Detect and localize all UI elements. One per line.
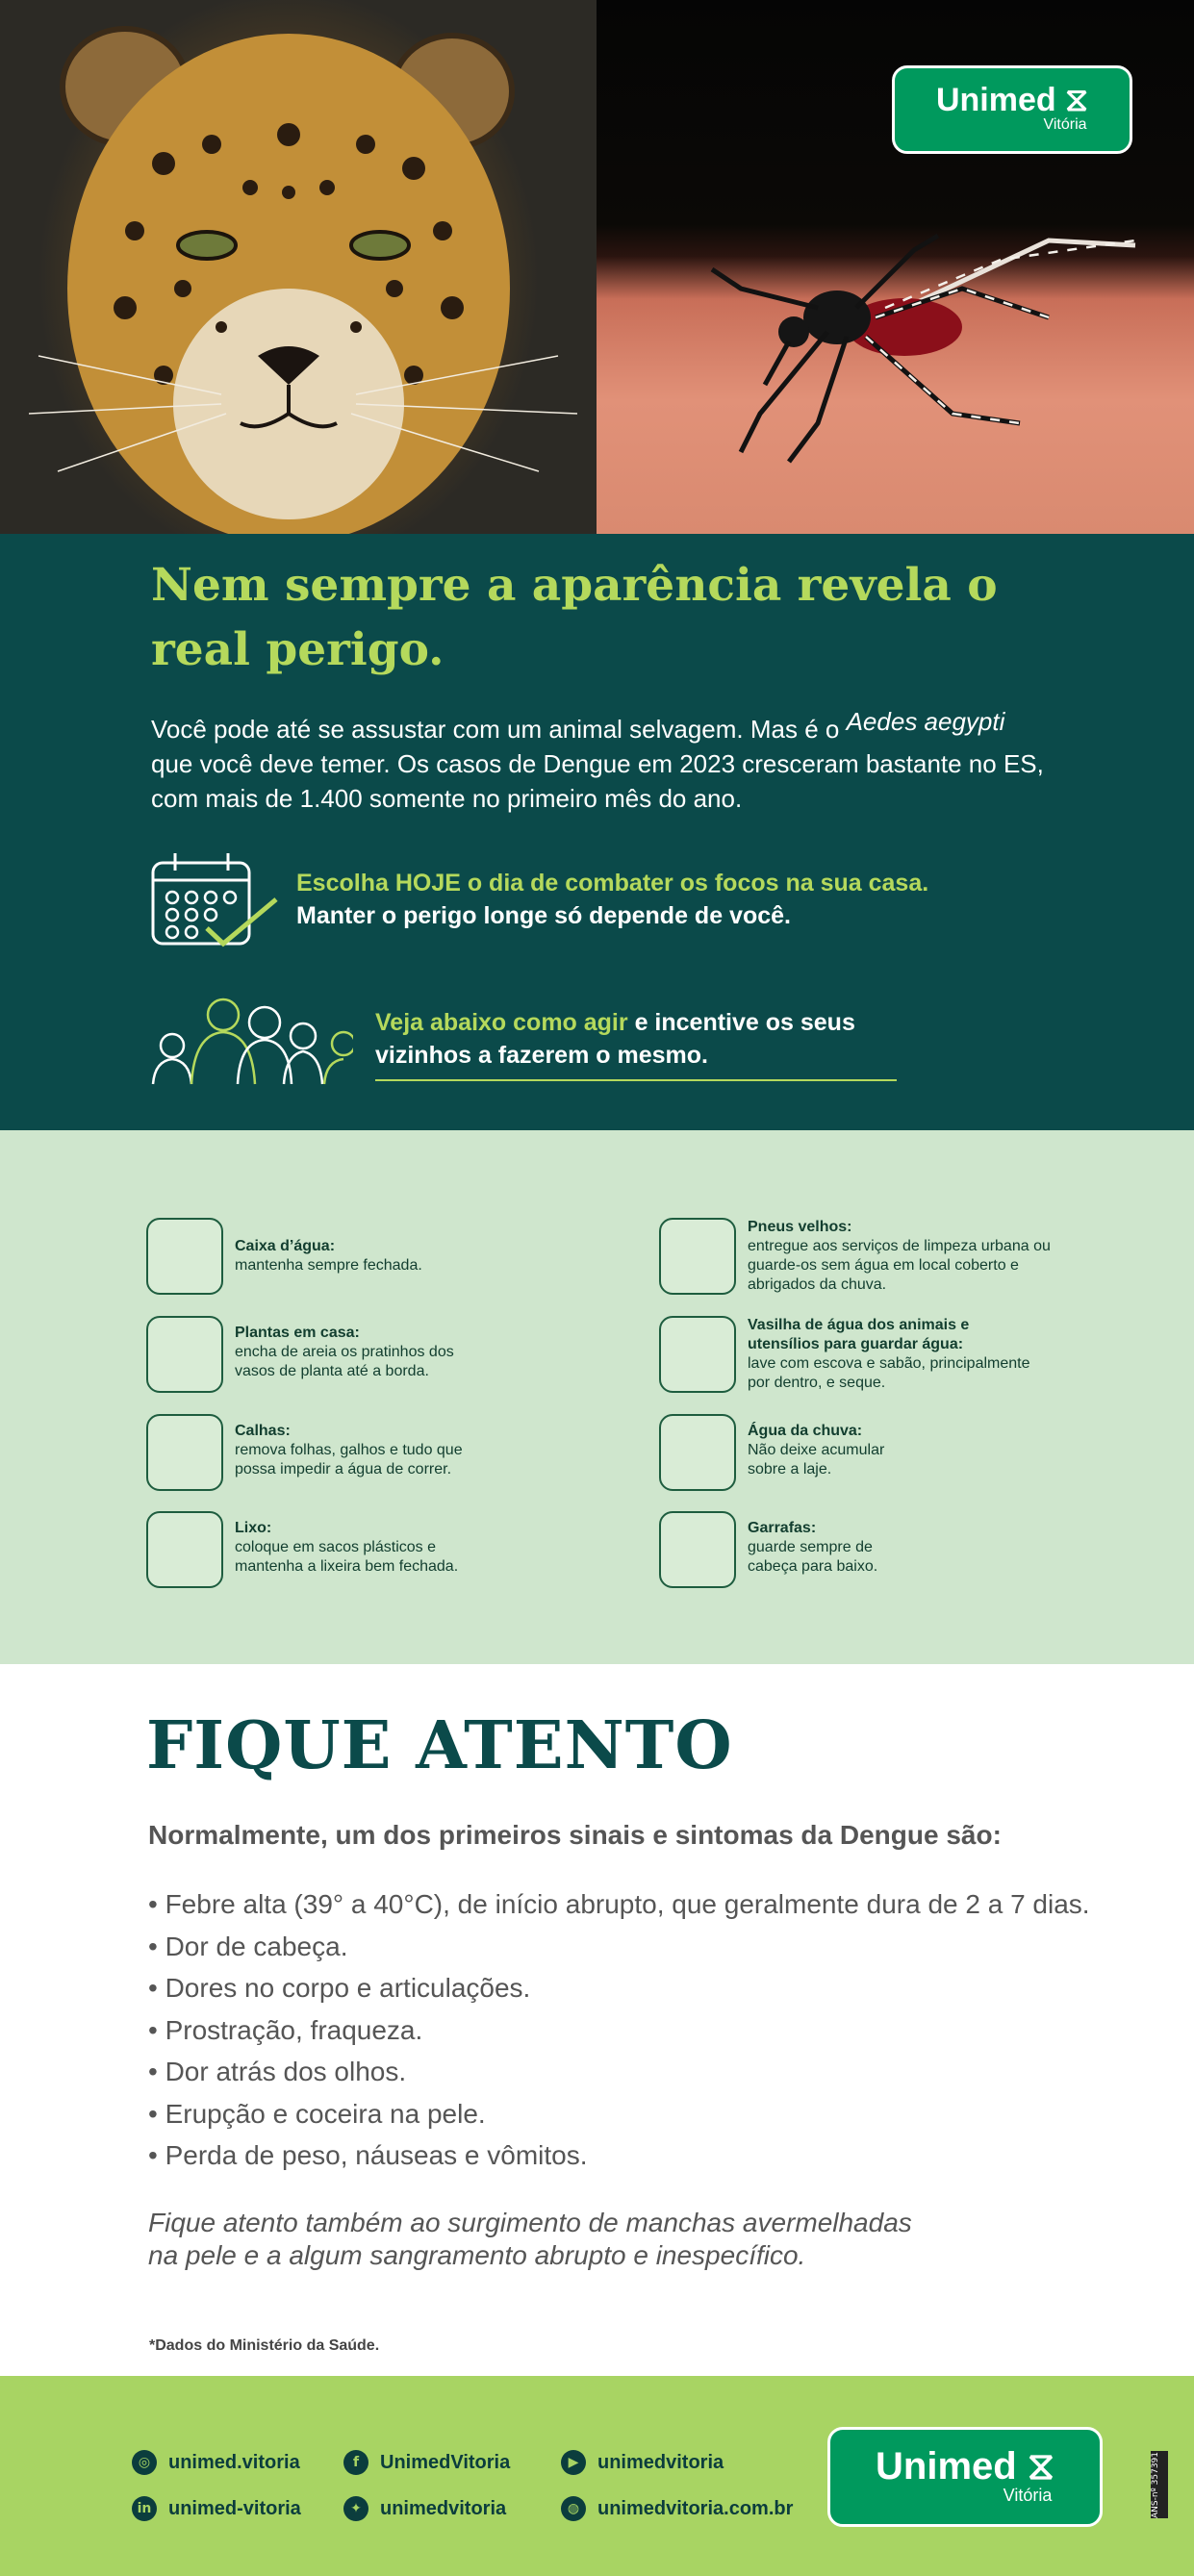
- list-item: • Prostração, fraqueza.: [148, 2014, 423, 2045]
- social-website[interactable]: [561, 2496, 793, 2521]
- tip-text: lave com escova e sabão, principalmente por dentro, e seque.: [748, 1355, 1030, 1391]
- leopard-photo: [0, 0, 597, 534]
- people-group-icon: [151, 996, 353, 1087]
- social-label: unimedvitoria: [380, 2497, 507, 2519]
- attention-warning: [148, 2207, 1014, 2272]
- cta-choose-today: [296, 867, 928, 932]
- social-twitter[interactable]: [343, 2496, 506, 2521]
- warning-line-2: na pele e a algum sangramento abrupto e inespecífico.: [148, 2240, 806, 2270]
- headline: Nem sempre a aparência revela o real perigo.: [151, 559, 998, 676]
- tip-title: Pneus velhos:: [748, 1219, 852, 1235]
- tip-text: encha de areia os pratinhos dos vasos de planta até a borda.: [235, 1344, 454, 1379]
- logo-tree-icon: ⧖: [1065, 82, 1088, 118]
- tip-text: entregue aos serviços de limpeza urbana ou guarde-os sem água em local coberto e abrigados da chuva.: [748, 1238, 1051, 1293]
- list-item: • Erupção e coceira na pele.: [148, 2098, 486, 2129]
- twitter-icon: ✦: [343, 2496, 368, 2521]
- tip-title: Plantas em casa:: [235, 1325, 360, 1341]
- potted-plants-icon: [146, 1316, 223, 1393]
- roof-gutter-icon: [146, 1414, 223, 1491]
- list-item: • Febre alta (39° a 40°C), de início abrupto, que geralmente dura de 2 a 7 dias.: [148, 1889, 1090, 1919]
- intro-before: Você pode até se assustar com um animal selvagem. Mas é o: [151, 715, 847, 744]
- social-label: unimed-vitoria: [168, 2497, 301, 2519]
- social-label: unimedvitoria: [597, 2451, 724, 2473]
- tip-text: Não deixe acumular sobre a laje.: [748, 1442, 885, 1477]
- attention-title: FIQUE ATENTO: [146, 1707, 733, 1784]
- cta-see-below: [375, 1006, 855, 1072]
- instagram-icon: ◎: [132, 2450, 157, 2475]
- water-tank-icon: [146, 1218, 223, 1295]
- list-item: • Dores no corpo e articulações.: [148, 1973, 531, 2003]
- ans-registration-stamp: ANS-nº 357391: [1151, 2451, 1168, 2518]
- linkedin-icon: in: [132, 2496, 157, 2521]
- social-label: unimedvitoria.com.br: [597, 2497, 794, 2519]
- logo-name: Unimed: [876, 2445, 1017, 2488]
- mosquito-photo: [597, 0, 1194, 534]
- youtube-icon: ▶: [561, 2450, 586, 2475]
- cta2-highlight: Veja abaixo como agir: [375, 1009, 628, 1036]
- intro-after: que você deve temer. Os casos de Dengue em 2023 cresceram bastante no ES, com mais de 1.400 somente no primeiro mês do ano.: [151, 749, 1044, 813]
- cta-underline: [375, 1079, 897, 1081]
- list-item: • Dor atrás dos olhos.: [148, 2057, 407, 2086]
- social-label: UnimedVitoria: [380, 2451, 511, 2473]
- list-item: • Dor de cabeça.: [148, 1931, 348, 1961]
- list-item: • Perda de peso, náuseas e vômitos.: [148, 2140, 588, 2170]
- cta2-rest1: e incentive os seus: [627, 1009, 855, 1036]
- logo-tree-icon: ⧖: [1027, 2445, 1054, 2488]
- social-youtube[interactable]: [561, 2450, 724, 2475]
- cta1-line2: Manter o perigo longe só depende de você.: [296, 902, 791, 929]
- logo-name: Unimed: [935, 82, 1056, 118]
- logo-city: Vitória: [1003, 2486, 1053, 2505]
- rain-water-icon: [659, 1414, 736, 1491]
- logo-city: Vitória: [1043, 116, 1087, 133]
- symptoms-list: [148, 1883, 1090, 2177]
- cta1-line1: Escolha HOJE o dia de combater os focos na sua casa.: [296, 870, 929, 897]
- tip-title: Lixo:: [235, 1520, 272, 1536]
- intro-paragraph: [151, 707, 1055, 816]
- unimed-logo-top: [892, 65, 1132, 154]
- species-name: Aedes aegypti: [846, 707, 1005, 736]
- unimed-logo-footer: [827, 2427, 1103, 2527]
- social-facebook[interactable]: [343, 2450, 510, 2475]
- pet-bowl-icon: [659, 1316, 736, 1393]
- tip-text: guarde sempre de cabeça para baixo.: [748, 1539, 878, 1575]
- social-instagram[interactable]: [132, 2450, 300, 2475]
- attention-subtitle: Normalmente, um dos primeiros sinais e sintomas da Dengue são:: [148, 1820, 1002, 1850]
- tip-title: Calhas:: [235, 1423, 291, 1439]
- social-linkedin[interactable]: [132, 2496, 301, 2521]
- tip-text: mantenha sempre fechada.: [235, 1257, 422, 1274]
- warning-line-1: Fique atento também ao surgimento de manchas avermelhadas: [148, 2208, 912, 2237]
- cta2-rest2: vizinhos a fazerem o mesmo.: [375, 1042, 708, 1069]
- tip-title: Garrafas:: [748, 1520, 817, 1536]
- tip-text: remova folhas, galhos e tudo que possa impedir a água de correr.: [235, 1442, 463, 1477]
- tip-text: coloque em sacos plásticos e mantenha a lixeira bem fechada.: [235, 1539, 459, 1575]
- bottles-icon: [659, 1511, 736, 1588]
- trash-bin-icon: [146, 1511, 223, 1588]
- data-source-note: *Dados do Ministério da Saúde.: [149, 2337, 380, 2354]
- facebook-icon: f: [343, 2450, 368, 2475]
- calendar-check-icon: [151, 851, 281, 947]
- social-label: unimed.vitoria: [168, 2451, 300, 2473]
- web-icon: ◍: [561, 2496, 586, 2521]
- hero-images: [0, 0, 1194, 534]
- leopard-illustration: [0, 0, 597, 534]
- tip-title: Caixa d’água:: [235, 1238, 336, 1254]
- tip-title: Água da chuva:: [748, 1423, 863, 1439]
- tip-title: Vasilha de água dos animais e utensílios para guardar água:: [748, 1317, 970, 1352]
- tires-icon: [659, 1218, 736, 1295]
